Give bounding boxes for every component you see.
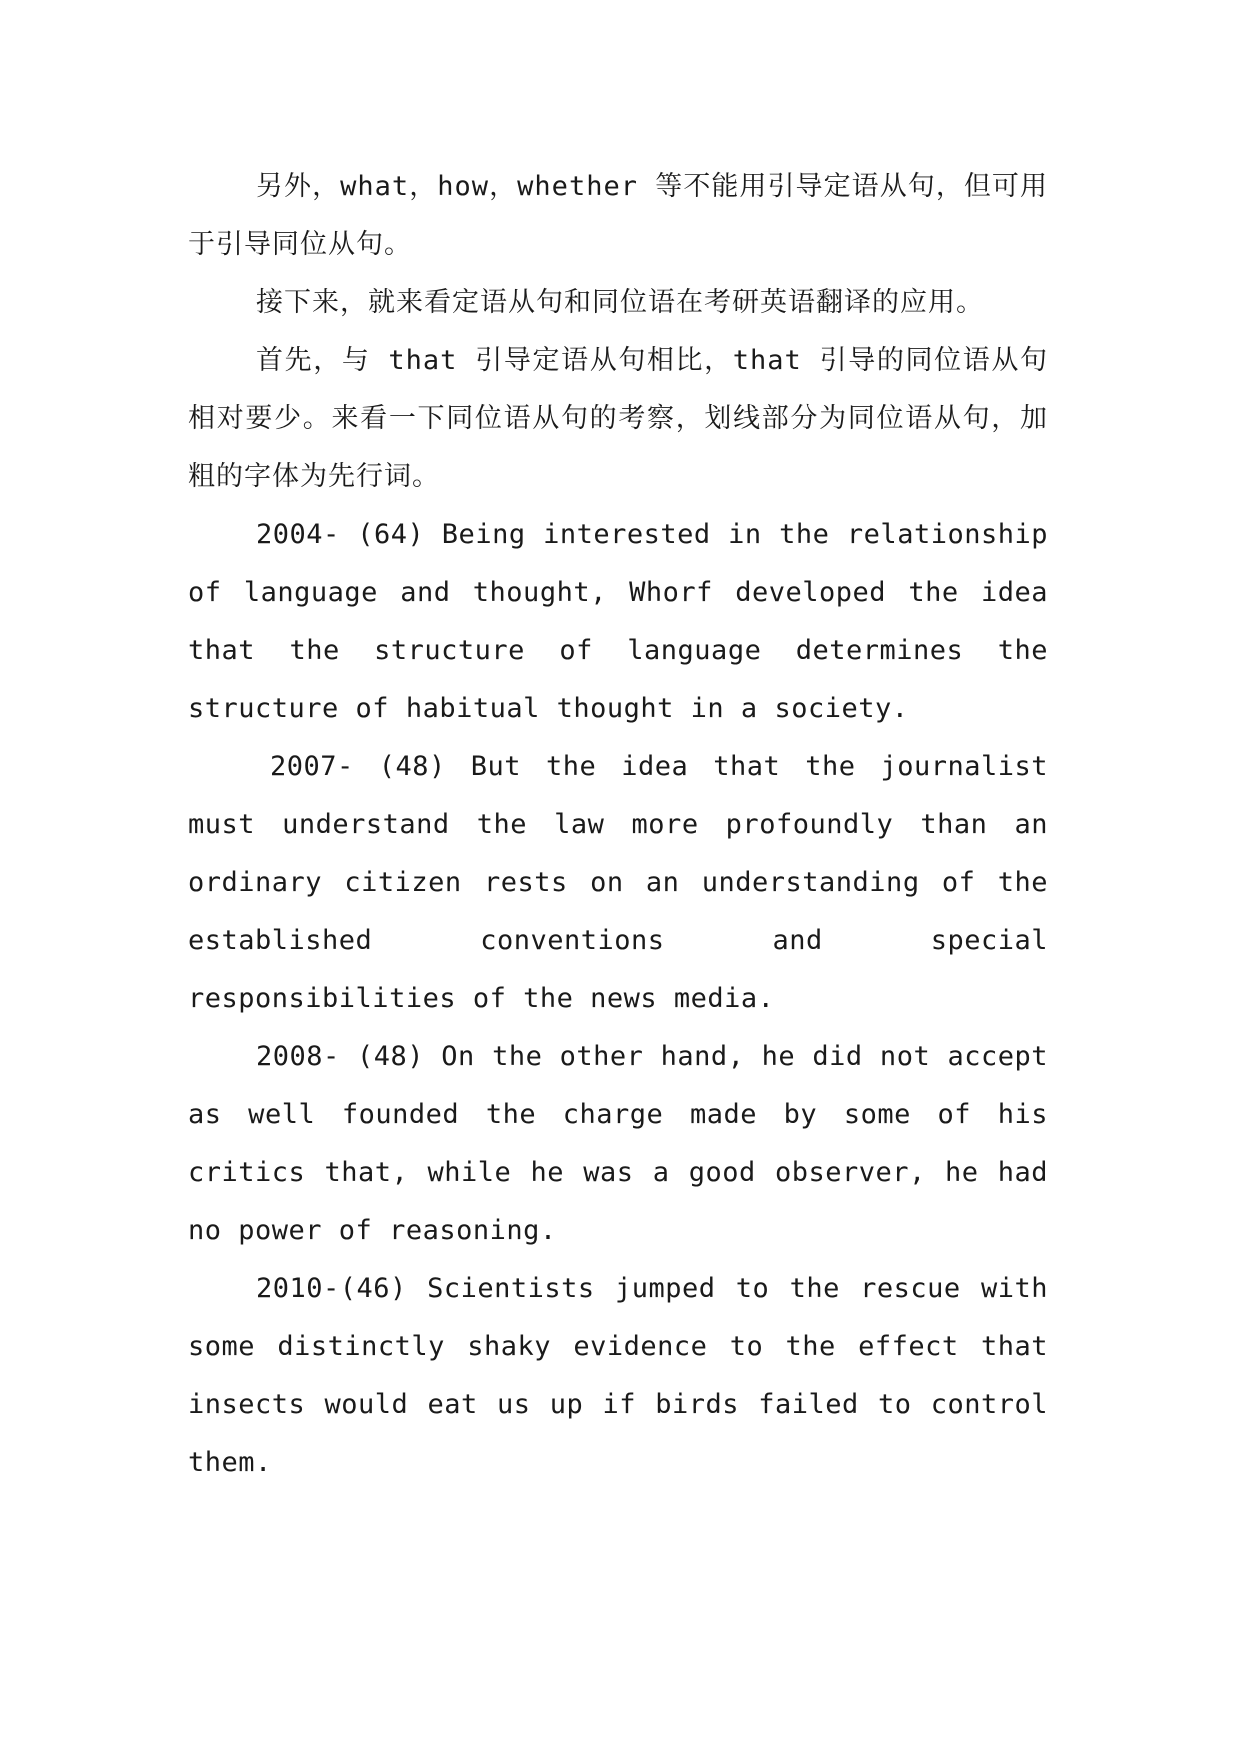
document-body bbox=[188, 158, 1048, 1492]
paragraph-intro-application: 接下来，就来看定语从句和同位语在考研英语翻译的应用。 bbox=[256, 287, 984, 318]
example-2010-46: 2010-(46) Scientists jumped to the rescue with some distinctly shaky evidence to the effect that insects would eat us up if birds failed to control them. bbox=[188, 1273, 1048, 1478]
example-2004-64: 2004- (64) Being interested in the relationship of language and thought, Whorf developed the idea that the structure of language determines the structure of habitual thought in a society. bbox=[188, 519, 1048, 724]
paragraph-what-how-whether: 另外，what，how，whether 等不能用引导定语从句，但可用于引导同位从句。 bbox=[188, 171, 1048, 260]
paragraph-appositive-explanation: 首先，与 that 引导定语从句相比，that 引导的同位语从句相对要少。来看一下同位语从句的考察，划线部分为同位语从句，加粗的字体为先行词。 bbox=[188, 345, 1048, 492]
example-2007-48: 2007- (48) But the idea that the journalist must understand the law more profoundly than an ordinary citizen rests on an understanding of the established conventions and special responsibilities of the news media. bbox=[188, 751, 1048, 1014]
example-2008-48: 2008- (48) On the other hand, he did not accept as well founded the charge made by some of his critics that, while he was a good observer, he had no power of reasoning. bbox=[188, 1041, 1048, 1246]
